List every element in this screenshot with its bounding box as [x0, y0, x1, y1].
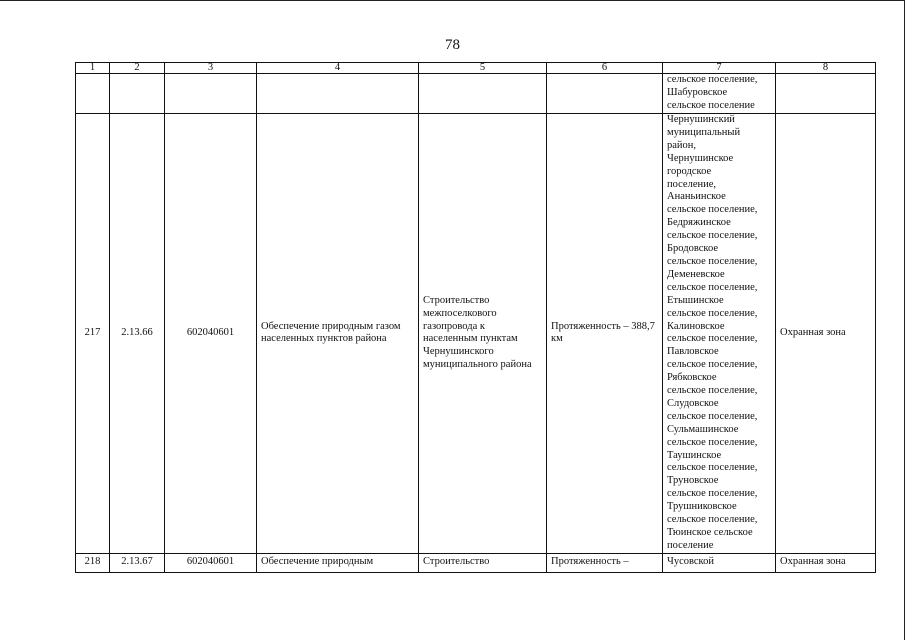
row-number: 217 [76, 114, 110, 554]
header-cell-5: 5 [419, 63, 547, 74]
cell-empty [547, 74, 663, 114]
table-row-218 [76, 553, 876, 572]
row-code: 2.13.67 [110, 553, 165, 572]
cell-empty [110, 74, 165, 114]
header-cell-3: 3 [165, 63, 257, 74]
table-row-217 [76, 114, 876, 554]
continuation-row [76, 74, 876, 114]
page-number: 78 [445, 37, 460, 53]
cell-empty [419, 74, 547, 114]
header-cell-7: 7 [663, 63, 776, 74]
characteristics-cell: Протяженность – [547, 553, 663, 572]
row-number: 218 [76, 553, 110, 572]
cell-empty [76, 74, 110, 114]
row-code: 2.13.66 [110, 114, 165, 554]
purpose-cell: Обеспечение природным [257, 553, 419, 572]
zone-cell: Охранная зона [776, 114, 876, 554]
object-code: 602040601 [165, 114, 257, 554]
object-code: 602040601 [165, 553, 257, 572]
zone-cell: Охранная зона [776, 553, 876, 572]
header-cell-2: 2 [110, 63, 165, 74]
cell-empty [165, 74, 257, 114]
header-cell-1: 1 [76, 63, 110, 74]
cell-empty [776, 74, 876, 114]
location-cell: Чернушинский муниципальный район, Чернушинское городское поселение, Ананьинское сельское поселение, Бедряжинское сельское поселение, Бродовское сельское поселение, Деменевское сельское поселение, Етышинское сельское поселение, Калиновское сельское поселение, Павловское сельское поселение, Рябковское сельское поселение, Слудовское сельское поселение, Сульмашинское сельское поселение, Таушинское сельское поселение, Труновское сельское поселение, Трушниковское сельское поселение, Тюинское сельское поселение [663, 114, 776, 554]
cell-empty [257, 74, 419, 114]
page-frame-top [0, 0, 905, 1]
location-cell: Чусовской [663, 553, 776, 572]
header-cell-8: 8 [776, 63, 876, 74]
header-cell-6: 6 [547, 63, 663, 74]
purpose-cell: Обеспечение природным газом населенных пунктов района [257, 114, 419, 554]
registry-table [75, 62, 876, 573]
location-cell: сельское поселение, Шабуровское сельское поселение [663, 74, 776, 114]
object-name-cell: Строительство межпоселкового газопровода к населенным пунктам Чернушинского муниципального района [419, 114, 547, 554]
header-cell-4: 4 [257, 63, 419, 74]
object-name-cell: Строительство [419, 553, 547, 572]
header-row [76, 63, 876, 74]
characteristics-cell: Протяженность – 388,7 км [547, 114, 663, 554]
